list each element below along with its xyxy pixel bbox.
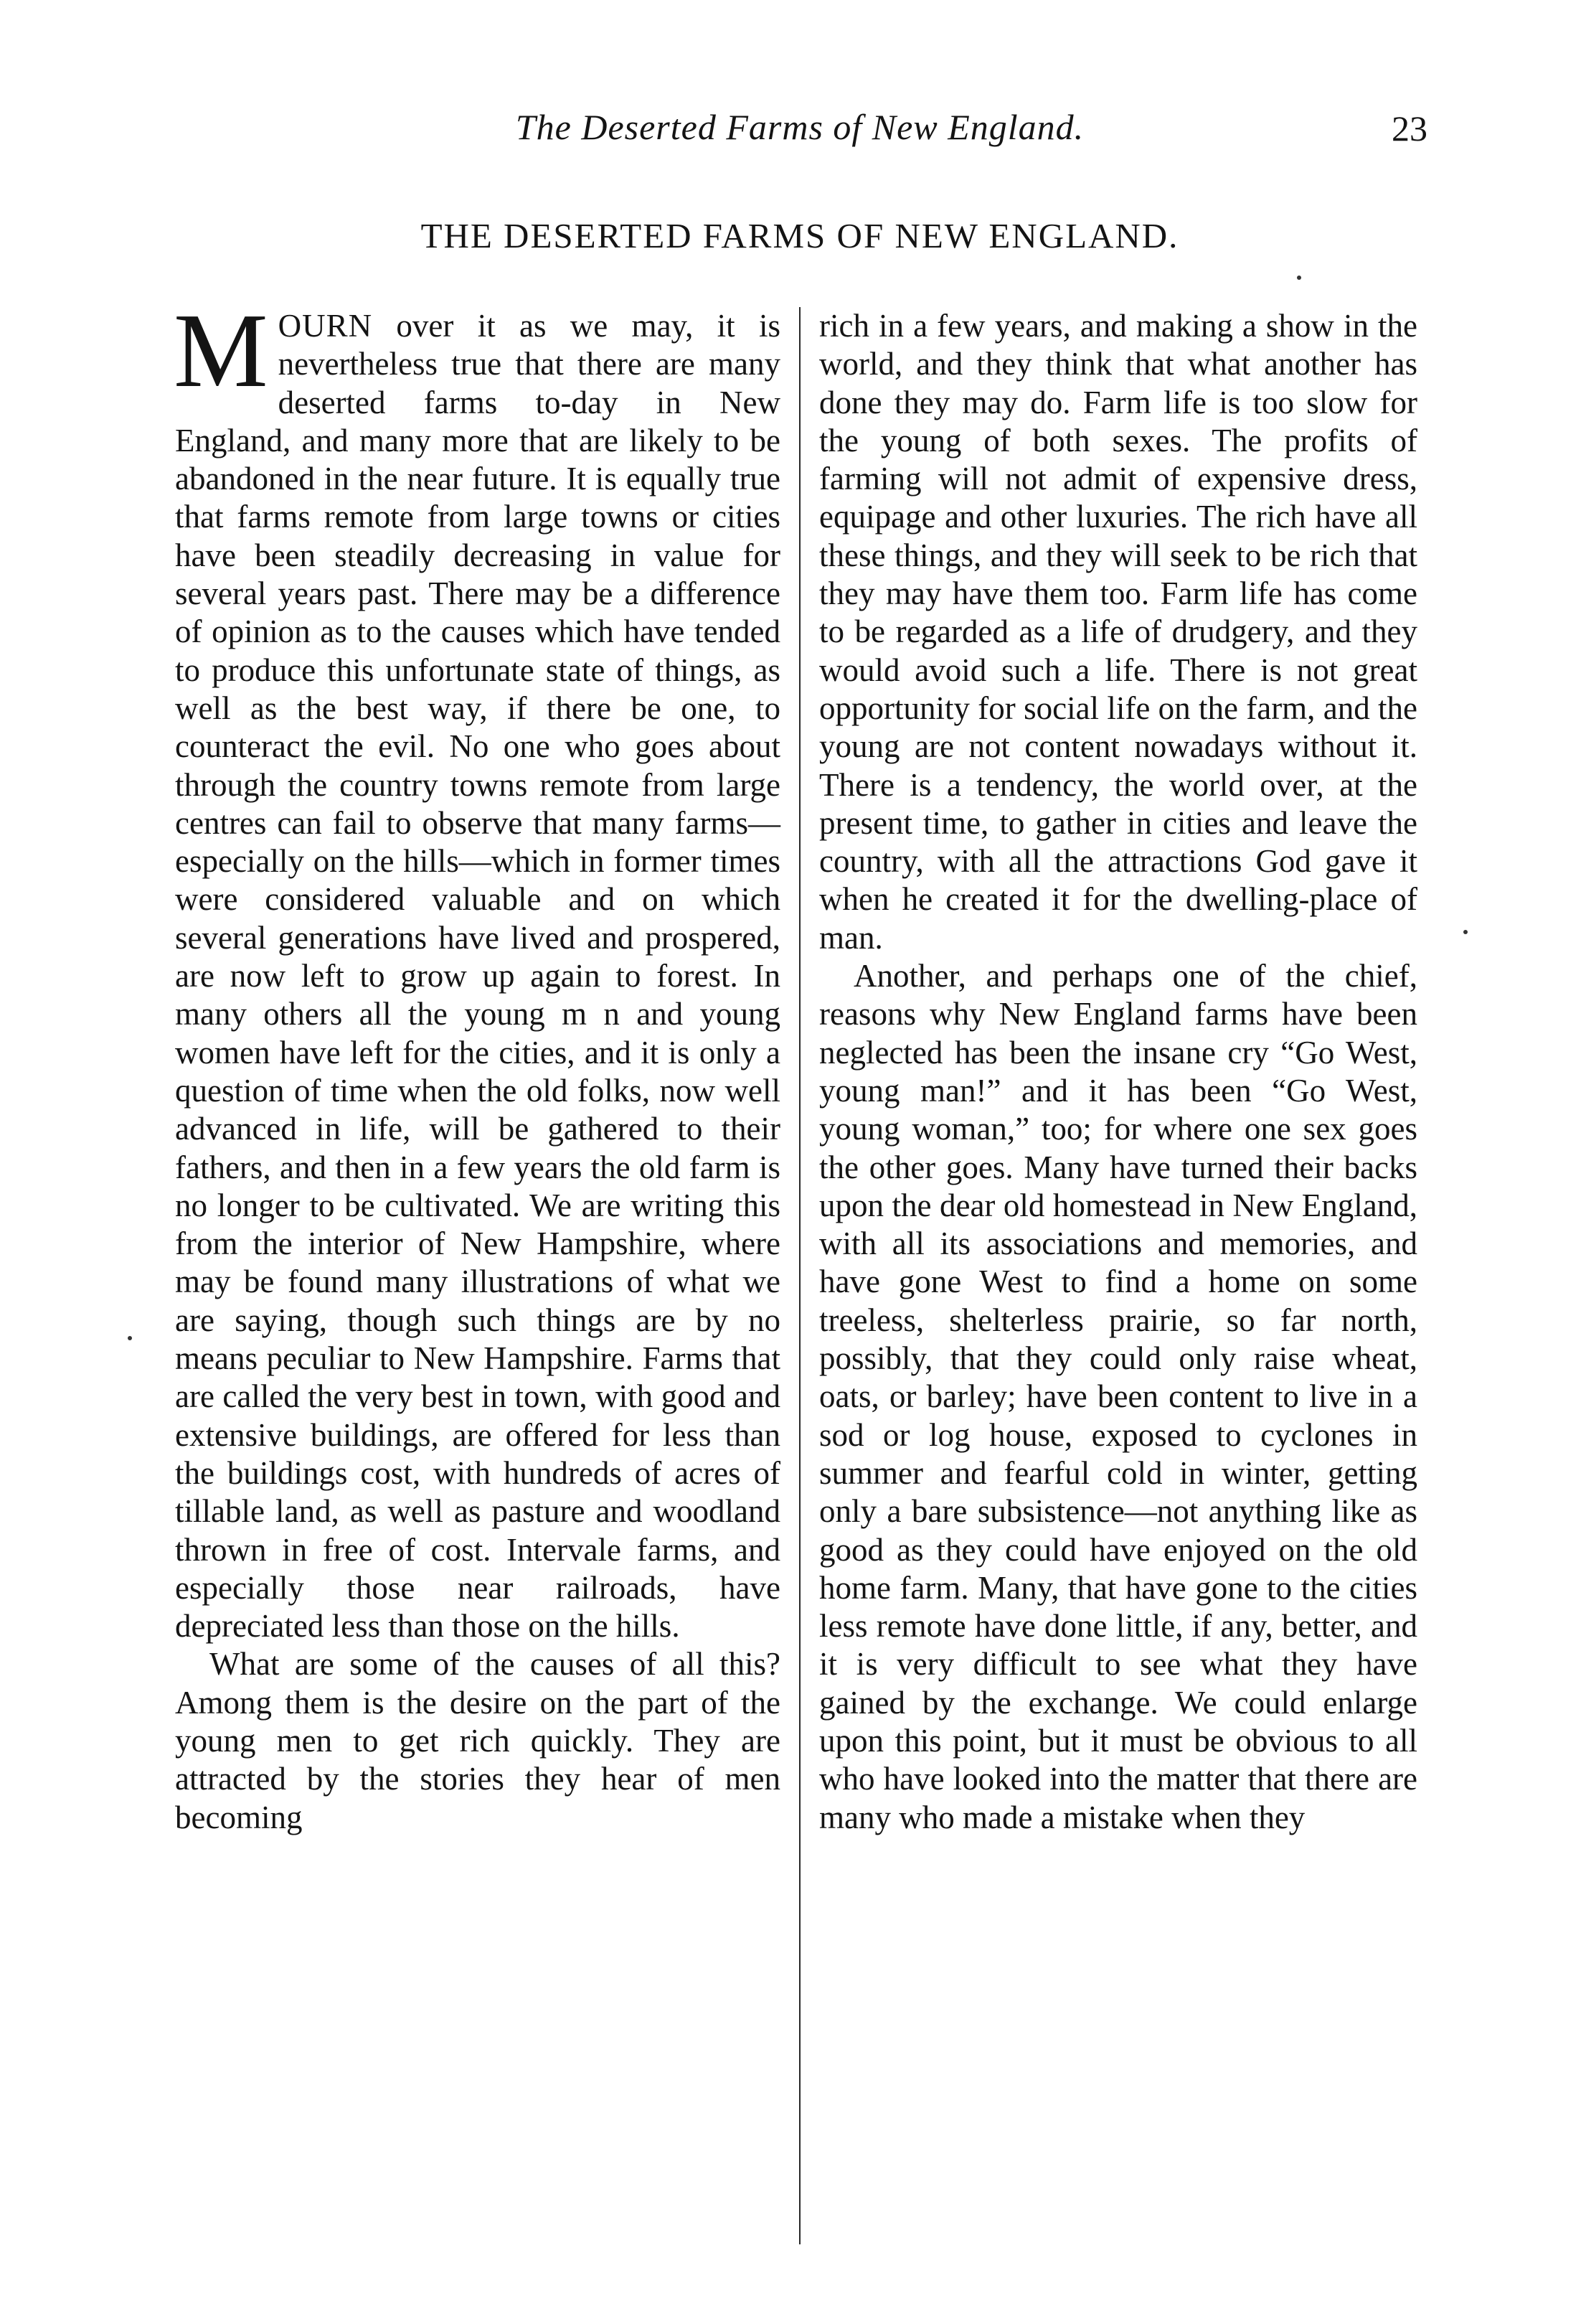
print-speck [1297,276,1301,280]
paragraph: What are some of the causes of all this? Among them is the desire on the part of the young men to get rich quickly. They are attracted by the stories they hear of men becoming [175,1646,780,1835]
paragraph [174,292,780,1645]
running-title: The Deserted Farms of New England. [515,107,1085,147]
lead-caps: OURN [278,308,373,344]
right-column [819,307,1417,1837]
running-head [172,106,1427,156]
paragraph: rich in a few years, and making a show in the world, and they think that what another has done they may do. Farm life is too slow for the young of both sexes. The profits of farming will not admit of expensive dress, equipage and other luxuries. The rich have all these things, and they will seek to be rich that they may have them too. Farm life has come to be regarded as a life of drudgery, and they would avoid such a life. There is not great opportunity for social life on the farm, and the young are not content nowadays without it. There is a tendency, the world over, at the present time, to gather in cities and leave the country, with all the attractions God gave it when he created it for the dwelling-place of man. [819,308,1417,956]
print-speck [128,1336,132,1340]
page-number: 23 [1392,108,1427,149]
print-speck [1463,930,1468,934]
article-title: THE DESERTED FARMS OF NEW ENGLAND. [420,216,1179,255]
column-divider [799,307,801,2244]
paragraph: Another, and perhaps one of the chief, reasons why New England farms have been neglected has been the insane cry “Go West, young man!” and it has been “Go West, young woman,” too; for where one sex goes the other goes. Many have turned their backs upon the dear old homestead in New England, with all its associations and memories, and have gone West to find a home on some treeless, shelterless prairie, so far north, possibly, that they could only raise wheat, oats, or barley; have been content to live in a sod or log house, exposed to cyclones in summer and fearful cold in winter, getting only a bare subsistence—not anything like as good as they could have enjoyed on the old home farm. Many, that have gone to the cities less remote have done little, if any, better, and it is very difficult to see what they have gained by the exchange. We could enlarge upon this point, but it must be obvious to all who have looked into the matter that there are many who made a mistake when they [819,958,1417,1835]
drop-cap: M [174,292,268,410]
left-column [174,292,780,1837]
paragraph-text: over it as we may, it is nevertheless true that there are many deserted farms to-day in New England, and many more that are likely to be abandoned in the near future. It is equally true that farms remote from large towns or cities have been steadily decreasing in value for several years past. There may be a difference of opinion as to the causes which have tended to produce this unfortunate state of things, as well as the best way, if there be one, to counteract the evil. No one who goes about through the country towns remote from large centres can fail to observe that many farms—especially on the hills—which in former times were considered valuable and on which several generations have lived and prospered, are now left to grow up again to forest. In many others all the young m n and young women have left for the cities, and it is only a question of time when the old folks, now well advanced in life, will be gathered to their fathers, and then in a few years the old farm is no longer to be cultivated. We are writing this from the interior of New Hampshire, where may be found many illustrations of what we are saying, though such things are by no means peculiar to New Hampshire. Farms that are called the very best in town, with good and extensive buildings, are offered for less than the buildings cost, with hundreds of acres of tillable land, as well as pasture and woodland thrown in free of cost. Intervale farms, and especially those near railroads, have depreciated less than those on the hills. [175,308,780,1645]
